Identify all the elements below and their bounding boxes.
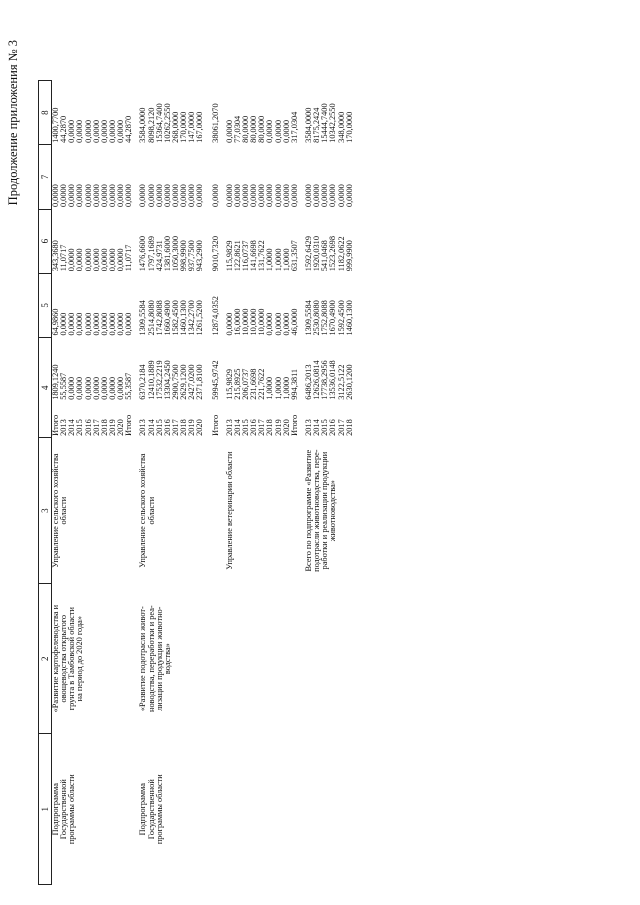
- subprogram-name-cell-line: «Развитие картофелеводства и: [51, 604, 60, 713]
- value-entry: 13536,0148: [328, 360, 338, 400]
- value-entry: 0,0000: [162, 184, 172, 208]
- program-cell: [139, 734, 219, 885]
- program-cell-line: Подпрограмма: [138, 783, 148, 836]
- value-entry: 0,0000: [154, 184, 164, 208]
- value-entry: 0,0000: [107, 184, 117, 208]
- value-entry: 0,0000: [116, 312, 126, 336]
- value-entry: 1381,6000: [162, 236, 172, 272]
- program-cell: [52, 734, 134, 885]
- executor-cell-line: работки и реализации продукции: [320, 451, 330, 570]
- value-entry: 0,0000: [67, 119, 77, 143]
- value-entry: 0,0000: [273, 312, 283, 336]
- year-label: 2015: [240, 419, 250, 436]
- value-entry: 12410,1889: [146, 360, 156, 400]
- value-entry: 1050,3000: [170, 236, 180, 272]
- value-entry: 12874,0352: [210, 296, 220, 336]
- col-header-7: 7: [39, 145, 52, 209]
- value-entry: 343,3680: [51, 240, 60, 272]
- year-label: 2020: [195, 419, 205, 436]
- subprogram-name-cell-line: на период до 2020 года»: [75, 615, 85, 702]
- subprogram-name-cell-line: овощеводства открытого: [59, 614, 69, 703]
- value-entry: 1,0000: [281, 248, 291, 272]
- value-entry: 317,0304: [289, 111, 299, 143]
- value-entry: 0,0000: [273, 184, 283, 208]
- value-entry: 1182,0622: [336, 236, 346, 272]
- year-label-cell: [305, 402, 354, 438]
- value-entry: 0,0000: [107, 312, 117, 336]
- year-label: 2019: [107, 419, 117, 436]
- value-entry: 0,0000: [224, 184, 234, 208]
- value-entry: 38061,2070: [210, 103, 220, 143]
- value-entry: 0,0000: [99, 312, 109, 336]
- value-cell-col-5: [139, 273, 219, 337]
- value-entry: 0,0000: [224, 312, 234, 336]
- value-entry: 937,7500: [187, 240, 197, 272]
- value-entry: 424,9731: [154, 240, 164, 272]
- value-entry: 8098,2120: [146, 107, 156, 143]
- value-entry: 59945,9742: [210, 360, 220, 400]
- subprogram-name-cell-line: водства»: [162, 643, 172, 675]
- year-label: 2013: [303, 419, 313, 436]
- value-entry: 80,0000: [240, 115, 250, 143]
- value-entry: 8175,2424: [312, 107, 322, 143]
- value-entry: 2630,1200: [344, 364, 354, 400]
- table-row: [226, 81, 299, 885]
- value-entry: 268,0000: [170, 111, 180, 143]
- executor-cell-line: Управление ветеринарии области: [224, 451, 234, 570]
- value-entry: 0,0000: [303, 184, 313, 208]
- value-entry: 46,0000: [289, 308, 299, 336]
- value-entry: 0,0000: [83, 184, 93, 208]
- value-entry: 115,9829: [224, 368, 234, 400]
- executor-cell-line: Управление сельского хозяйства: [138, 453, 148, 568]
- value-entry: 131,7622: [257, 240, 267, 272]
- value-entry: 15364,7400: [154, 103, 164, 143]
- year-label: 2017: [91, 419, 101, 436]
- subprogram-name-cell: [305, 583, 354, 734]
- value-entry: 64,9860: [51, 308, 60, 336]
- value-entry: 44,2870: [59, 115, 69, 143]
- value-entry: 0,0000: [75, 312, 85, 336]
- value-entry: 122,8621: [232, 240, 242, 272]
- value-entry: 0,0000: [91, 184, 101, 208]
- executor-cell-line: Управление сельского хозяйства: [51, 453, 60, 568]
- col-header-4: 4: [39, 338, 52, 438]
- value-entry: 10,0000: [240, 308, 250, 336]
- value-entry: 0,0000: [67, 376, 77, 400]
- value-cell-col-5: [226, 273, 299, 337]
- value-entry: 0,0000: [75, 119, 85, 143]
- subprogram-name-cell-line: лизации продукции животно-: [154, 606, 164, 711]
- year-label: 2018: [344, 419, 354, 436]
- value-entry: 3584,0000: [138, 107, 148, 143]
- value-entry: 994,3811: [289, 368, 299, 400]
- value-cell-col-6: [305, 209, 354, 273]
- value-cell-col-7: [52, 145, 134, 209]
- value-entry: 1460,1300: [344, 300, 354, 336]
- year-label: 2018: [99, 419, 109, 436]
- value-entry: 1309,5584: [303, 300, 313, 336]
- year-label: 2016: [162, 419, 172, 436]
- program-cell-line: программы области: [67, 774, 77, 845]
- year-label: 2013: [59, 419, 69, 436]
- year-label: 2018: [265, 419, 275, 436]
- value-entry: 0,0000: [273, 119, 283, 143]
- value-cell-col-7: [139, 145, 219, 209]
- value-entry: 2530,8080: [312, 300, 322, 336]
- value-entry: 0,0000: [83, 312, 93, 336]
- value-cell-col-7: [305, 145, 354, 209]
- value-entry: 0,0000: [116, 376, 126, 400]
- table-row: [52, 81, 134, 885]
- col-header-3: 3: [39, 438, 52, 584]
- year-label-cell: [226, 402, 299, 438]
- subprogram-name-cell-line: грунта в Тамбовской области: [67, 607, 77, 711]
- executor-cell-line: животноводства»: [328, 480, 338, 542]
- value-entry: 943,2900: [195, 240, 205, 272]
- value-entry: 55,3587: [124, 372, 134, 400]
- value-entry: 80,0000: [249, 115, 259, 143]
- value-entry: 1342,2700: [187, 300, 197, 336]
- col-header-5: 5: [39, 273, 52, 337]
- value-entry: 0,0000: [83, 119, 93, 143]
- value-entry: 1809,1240: [51, 364, 60, 400]
- year-label: 2019: [187, 419, 197, 436]
- value-entry: 15444,7400: [320, 103, 330, 143]
- year-label: 2020: [116, 419, 126, 436]
- subprogram-name-cell-line: «Развитие подотрасли живот-: [138, 606, 148, 712]
- value-entry: 0,0000: [210, 184, 220, 208]
- value-entry: 0,0000: [312, 184, 322, 208]
- value-cell-col-6: [52, 209, 134, 273]
- year-label: 2014: [232, 419, 242, 436]
- value-entry: 1523,2698: [328, 236, 338, 272]
- value-entry: 0,0000: [116, 119, 126, 143]
- value-entry: 2514,8080: [146, 300, 156, 336]
- value-entry: 1592,4500: [336, 300, 346, 336]
- value-entry: 0,0000: [91, 376, 101, 400]
- value-entry: 0,0000: [51, 184, 60, 208]
- value-entry: 0,0000: [124, 312, 134, 336]
- value-entry: 0,0000: [116, 184, 126, 208]
- value-entry: 115,9829: [224, 240, 234, 272]
- subprogram-name-cell: [226, 583, 299, 734]
- value-entry: 0,0000: [75, 376, 85, 400]
- value-entry: 0,0000: [107, 376, 117, 400]
- value-entry: 16,0000: [232, 308, 242, 336]
- value-entry: 0,0000: [116, 248, 126, 272]
- value-cell-col-8: [139, 81, 219, 145]
- value-entry: 1920,0310: [312, 236, 322, 272]
- value-cell-col-4: [226, 338, 299, 402]
- value-entry: 1,0000: [273, 376, 283, 400]
- value-entry: 0,0000: [75, 184, 85, 208]
- value-cell-col-8: [52, 81, 134, 145]
- value-entry: 11,0717: [124, 244, 134, 272]
- value-cell-col-4: [52, 338, 134, 402]
- value-entry: 0,0000: [67, 312, 77, 336]
- value-entry: 0,0000: [281, 312, 291, 336]
- value-entry: 0,0000: [265, 184, 275, 208]
- value-entry: 1261,5200: [195, 300, 205, 336]
- year-label: 2016: [249, 419, 259, 436]
- value-cell-col-4: [139, 338, 219, 402]
- value-entry: 147,0000: [187, 111, 197, 143]
- value-cell-col-8: [226, 81, 299, 145]
- value-entry: 10,0000: [257, 308, 267, 336]
- value-entry: 13304,2450: [162, 360, 172, 400]
- value-entry: 80,0000: [257, 115, 267, 143]
- value-entry: 6486,2013: [303, 364, 313, 400]
- value-cell-col-5: [305, 273, 354, 337]
- value-entry: 167,0000: [195, 111, 205, 143]
- value-entry: 2629,1200: [179, 364, 189, 400]
- value-entry: 77,0304: [232, 115, 242, 143]
- table-row: [139, 81, 219, 885]
- program-cell: [226, 734, 299, 885]
- value-entry: 0,0000: [67, 184, 77, 208]
- value-entry: 170,0000: [179, 111, 189, 143]
- col-header-8: 8: [39, 81, 52, 145]
- value-entry: 3584,0000: [303, 107, 313, 143]
- value-entry: 0,0000: [344, 184, 354, 208]
- value-entry: 0,0000: [320, 184, 330, 208]
- year-label: 2014: [146, 419, 156, 436]
- year-label: 2015: [320, 419, 330, 436]
- year-label: 2020: [281, 419, 291, 436]
- value-entry: 1797,1689: [146, 236, 156, 272]
- value-entry: 0,0000: [257, 184, 267, 208]
- value-entry: 17532,2219: [154, 360, 164, 400]
- value-entry: 0,0000: [289, 184, 299, 208]
- executor-cell: [52, 438, 134, 584]
- value-cell-col-6: [226, 209, 299, 273]
- executor-cell: [139, 438, 219, 584]
- value-entry: 231,6698: [249, 368, 259, 400]
- year-label: 2017: [170, 419, 180, 436]
- value-entry: 11,0717: [59, 244, 69, 272]
- value-entry: 1,0000: [265, 248, 275, 272]
- col-header-1: 1: [39, 734, 52, 885]
- value-entry: 0,0000: [91, 312, 101, 336]
- program-cell: [305, 734, 354, 885]
- value-entry: 206,0737: [240, 368, 250, 400]
- value-entry: 2427,0200: [187, 364, 197, 400]
- value-entry: 1752,8088: [320, 300, 330, 336]
- value-entry: 0,0000: [99, 248, 109, 272]
- value-entry: 44,2870: [124, 115, 134, 143]
- document-sheet: [0, 10, 640, 895]
- col-header-2: 2: [39, 583, 52, 734]
- table-body: [52, 81, 354, 885]
- value-cell-col-6: [139, 209, 219, 273]
- year-label: 2018: [179, 419, 189, 436]
- value-entry: 1400,7700: [51, 107, 60, 143]
- year-label: 2015: [75, 419, 85, 436]
- value-entry: 0,0000: [195, 184, 205, 208]
- subprogram-name-cell-line: новодства, переработки и реа-: [146, 605, 156, 712]
- value-entry: 1,0000: [265, 376, 275, 400]
- value-entry: 221,7622: [257, 368, 267, 400]
- value-entry: 1670,4900: [328, 300, 338, 336]
- value-entry: 0,0000: [281, 119, 291, 143]
- value-entry: 1660,4900: [162, 300, 172, 336]
- value-entry: 10342,2550: [328, 103, 338, 143]
- value-entry: 2371,8100: [195, 364, 205, 400]
- value-entry: 998,9900: [179, 240, 189, 272]
- value-cell-col-4: [305, 338, 354, 402]
- value-entry: 116,0737: [240, 240, 250, 272]
- value-entry: 0,0000: [336, 184, 346, 208]
- value-entry: 1742,8088: [154, 300, 164, 336]
- value-entry: 0,0000: [187, 184, 197, 208]
- value-entry: 17738,2956: [320, 360, 330, 400]
- appendix-caption: Продолжение приложения № 3: [6, 40, 20, 206]
- value-entry: 0,0000: [99, 119, 109, 143]
- subprogram-name-cell: [139, 583, 219, 734]
- executor-cell-line: подотрасли животноводства, пере-: [312, 449, 322, 572]
- value-entry: 1476,6600: [138, 236, 148, 272]
- value-entry: 0,0000: [67, 248, 77, 272]
- year-label: 2016: [328, 419, 338, 436]
- value-entry: 0,0000: [224, 119, 234, 143]
- year-label: 2015: [154, 419, 164, 436]
- value-entry: 1,0000: [281, 376, 291, 400]
- year-label-cell: [139, 402, 219, 438]
- value-entry: 631,3507: [289, 240, 299, 272]
- year-label: 2013: [138, 419, 148, 436]
- program-cell-line: программы области: [154, 774, 164, 845]
- value-entry: 3122,5122: [336, 364, 346, 400]
- table-row: [305, 81, 354, 885]
- value-entry: 9010,7320: [210, 236, 220, 272]
- value-entry: 0,0000: [138, 184, 148, 208]
- budget-table: [38, 80, 354, 885]
- executor-cell-line: области: [146, 496, 156, 525]
- year-label: Итого: [289, 414, 299, 436]
- value-entry: 0,0000: [281, 184, 291, 208]
- value-entry: 0,0000: [240, 184, 250, 208]
- value-entry: 0,0000: [179, 184, 189, 208]
- value-entry: 1592,6429: [303, 236, 313, 272]
- year-label: 2019: [273, 419, 283, 436]
- executor-cell: [226, 438, 299, 584]
- header-row: [39, 81, 52, 885]
- executor-cell: [305, 438, 354, 584]
- value-entry: 348,0000: [336, 111, 346, 143]
- value-entry: 0,0000: [124, 184, 134, 208]
- value-entry: 0,0000: [265, 119, 275, 143]
- value-entry: 541,0468: [320, 240, 330, 272]
- year-label: 2016: [83, 419, 93, 436]
- value-entry: 0,0000: [265, 312, 275, 336]
- value-entry: 0,0000: [59, 184, 69, 208]
- value-entry: 999,9900: [344, 240, 354, 272]
- value-entry: 0,0000: [170, 184, 180, 208]
- value-entry: 215,8925: [232, 368, 242, 400]
- value-entry: 0,0000: [91, 119, 101, 143]
- year-label-cell: [52, 402, 134, 438]
- year-label: 2014: [67, 419, 77, 436]
- value-entry: 0,0000: [328, 184, 338, 208]
- value-entry: 1460,1300: [179, 300, 189, 336]
- year-label: Итого: [51, 414, 60, 436]
- value-cell-col-5: [52, 273, 134, 337]
- value-entry: 0,0000: [99, 376, 109, 400]
- value-entry: 0,0000: [99, 184, 109, 208]
- subprogram-name-cell: [52, 583, 134, 734]
- year-label: Итого: [210, 414, 220, 436]
- value-entry: 0,0000: [249, 184, 259, 208]
- value-entry: 1,0000: [273, 248, 283, 272]
- value-entry: 6370,2184: [138, 364, 148, 400]
- value-entry: 0,0000: [107, 248, 117, 272]
- value-entry: 1582,4500: [170, 300, 180, 336]
- value-entry: 0,0000: [59, 312, 69, 336]
- value-entry: 2900,7500: [170, 364, 180, 400]
- year-label: 2014: [312, 419, 322, 436]
- value-entry: 0,0000: [83, 376, 93, 400]
- value-entry: 141,6698: [249, 240, 259, 272]
- value-entry: 0,0000: [91, 248, 101, 272]
- value-cell-col-8: [305, 81, 354, 145]
- year-label: Итого: [124, 414, 134, 436]
- executor-cell-line: области: [59, 496, 69, 525]
- value-entry: 10,0000: [249, 308, 259, 336]
- value-entry: 12626,0814: [312, 360, 322, 400]
- value-entry: 0,0000: [83, 248, 93, 272]
- value-entry: 55,5587: [59, 372, 69, 400]
- value-entry: 0,0000: [146, 184, 156, 208]
- value-cell-col-7: [226, 145, 299, 209]
- program-cell-line: Государственной: [146, 779, 156, 840]
- executor-cell-line: Всего по подпрограмме «Развитие: [303, 449, 313, 572]
- year-label: 2017: [336, 419, 346, 436]
- value-entry: 0,0000: [75, 248, 85, 272]
- value-entry: 10262,2550: [162, 103, 172, 143]
- value-entry: 1309,5584: [138, 300, 148, 336]
- program-cell-line: Подпрограмма: [51, 783, 60, 836]
- program-cell-line: Государственной: [59, 779, 69, 840]
- year-label: 2013: [224, 419, 234, 436]
- year-label: 2017: [257, 419, 267, 436]
- value-entry: 0,0000: [107, 119, 117, 143]
- value-entry: 170,0000: [344, 111, 354, 143]
- col-header-6: 6: [39, 209, 52, 273]
- value-entry: 0,0000: [232, 184, 242, 208]
